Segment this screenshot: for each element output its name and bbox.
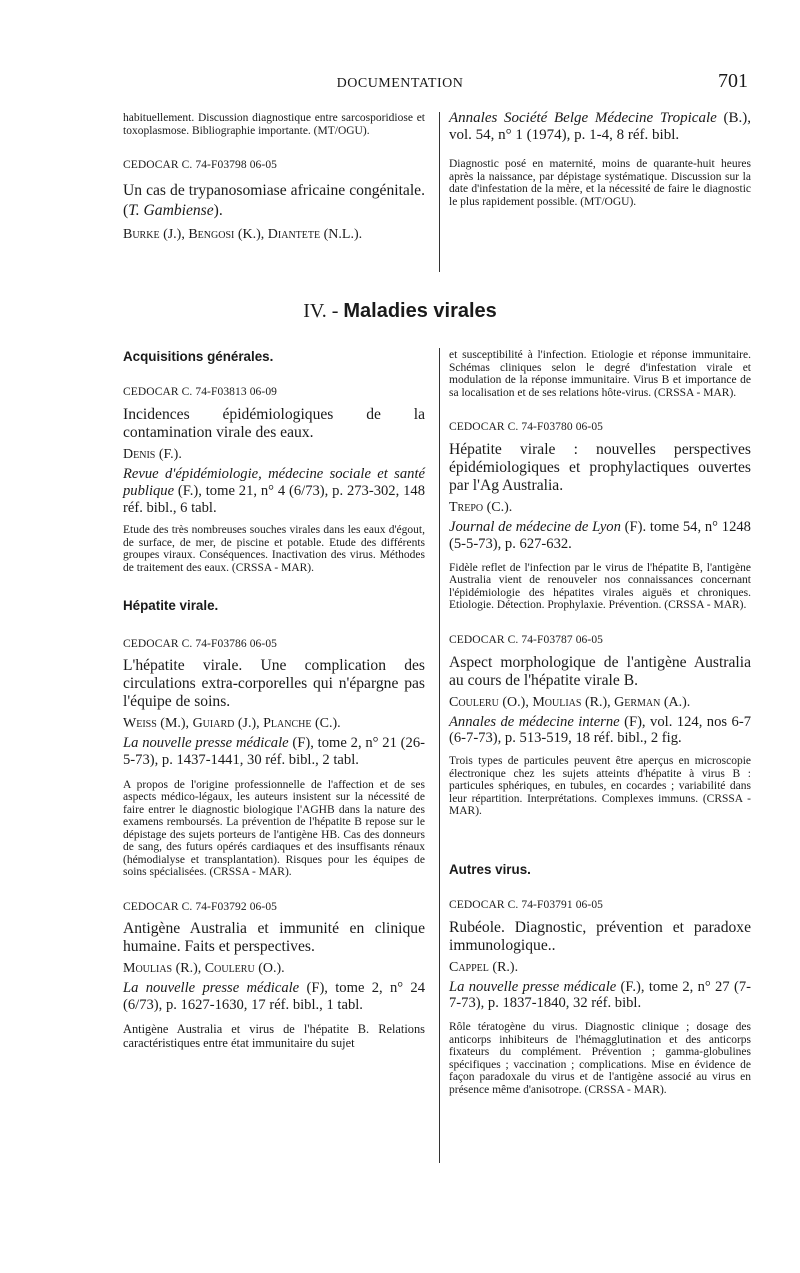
entry-reference: CEDOCAR C. 74-F03798 06-05 [123,159,278,172]
entry-title: Antigène Australia et immunité en clinique humaine. Faits et perspectives. [123,919,425,955]
entry-citation: Journal de médecine de Lyon (F). tome 54, n° 1248 (5-5-73), p. 627-632. [449,519,751,552]
entry-abstract: Diagnostic posé en maternité, moins de quarante-huit heures après la naissance, par dépistage systématique. Discussion sur la date d'infestation de la mère, et la nécessité de faire le diagnostic le plus rapidement possible. (MT/OGU). [449,158,751,208]
subsection-heading: Hépatite virale. [123,598,219,614]
right-column [449,349,751,1096]
continued-abstract: habituellement. Discussion diagnostique entre sarcosporidiose et toxoplasmose. Bibliographie importante. (MT/OGU). [123,112,425,137]
section-heading: IV. - Maladies virales [303,300,497,322]
entry-title: L'hépatite virale. Une complication des circulations extra-corporelles qui n'épargne pas l'équipe de soins. [123,657,425,711]
column-rule-main [439,348,440,1163]
entry-title: Un cas de trypanosomiase africaine congénitale. (T. Gambiense). [123,182,425,220]
entry-abstract: Antigène Australia et virus de l'hépatite B. Relations caractéristiques entre état immunitaire du sujet [123,1021,425,1050]
entry-citation: Annales de médecine interne (F), vol. 124, nos 6-7 (6-7-73), p. 513-519, 18 réf. bibl., 2 fig. [449,713,751,747]
top-left-column [123,112,425,243]
entry-citation: La nouvelle presse médicale (F.), tome 2, n° 27 (7-7-73), p. 1837-1840, 32 réf. bibl. [449,978,751,1012]
left-column [123,349,425,1050]
entry-abstract: Fidèle reflet de l'infection par le virus de l'hépatite B, l'antigène Australia vient de renouveler nos connaissances concernant l'épidémiologie des hépatites virales aiguës et chroniques. Etiologie. Détection. Prophylaxie. Prévention. (CRSSA - MAR). [449,561,751,612]
entry-reference: CEDOCAR C. 74-F03780 06-05 [449,421,604,433]
entry-citation: Annales Société Belge Médecine Tropicale (B.), vol. 54, n° 1 (1974), p. 1-4, 8 réf. bibl. [449,110,751,143]
subsection-heading: Acquisitions générales. [123,349,274,364]
entry-citation: Revue d'épidémiologie, médecine sociale et santé publique (F.), tome 21, n° 4 (6/73), p. 273-302, 148 réf. bibl., 6 tabl. [123,466,425,516]
entry-authors: Trepo (C.). [449,500,513,515]
entry-authors: Moulias (R.), Couleru (O.). [123,960,285,976]
page-number: 701 [718,70,748,92]
entry-reference: CEDOCAR C. 74-F03786 06-05 [123,638,278,651]
entry-title: Incidences épidémiologiques de la contamination virale des eaux. [123,406,425,441]
entry-authors: Burke (J.), Bengosi (K.), Diantete (N.L.). [123,227,363,243]
species-name: T. Gambiense [128,202,214,220]
continued-abstract: et susceptibilité à l'infection. Etiologie et réponse immunitaire. Schémas cliniques selon le degré d'infestation virale et modulation de la réponse immunitaire. Virus B et importance de sa localisation et de ses relations hôte-virus. (CRSSA - MAR). [449,349,751,399]
entry-authors: Weiss (M.), Guiard (J.), Planche (C.). [123,716,341,732]
subsection-heading: Autres virus. [449,861,531,877]
entry-reference: CEDOCAR C. 74-F03791 06-05 [449,898,604,911]
entry-authors: Denis (F.). [123,447,182,462]
entry-title: Rubéole. Diagnostic, prévention et paradoxe immunologique.. [449,918,751,954]
entry-citation: La nouvelle presse médicale (F), tome 2, n° 24 (6/73), p. 1627-1630, 17 réf. bibl., 1 tabl. [123,979,425,1013]
entry-title: Hépatite virale : nouvelles perspectives épidémiologiques et prophylactiques ouvertes par l'Ag Australia. [449,441,751,494]
entry-authors: Couleru (O.), Moulias (R.), German (A.). [449,694,691,710]
entry-authors: Cappel (R.). [449,959,519,975]
entry-citation: La nouvelle presse médicale (F), tome 2, n° 21 (26-5-73), p. 1437-1441, 30 réf. bibl., 2 tabl. [123,735,425,769]
entry-abstract: Etude des très nombreuses souches virales dans les eaux d'égout, de surface, de mer, de piscine et potable. Etude des différents groupes viraux. Conséquences. Inactivation des virus. Méthodes de traitement des eaux. (CRSSA - MAR). [123,524,425,574]
entry-abstract: Rôle tératogène du virus. Diagnostic clinique ; dosage des anticorps inhibiteurs de l'hémagglutination et des anticorps fixateurs du complément. Prévention ; gamma-globulines spécifiques ; vaccination ; complications. Mise en évidence de façon paradoxale du virus et de l'antigène associé au virus en présence même d'anisotrope. (CRSSA - MAR). [449,1021,751,1096]
entry-title: Aspect morphologique de l'antigène Australia au cours de l'hépatite virale B. [449,653,751,689]
top-right-column [449,110,751,208]
column-rule-top [439,112,440,272]
entry-reference: CEDOCAR C. 74-F03813 06-09 [123,386,278,398]
entry-reference: CEDOCAR C. 74-F03792 06-05 [123,900,278,913]
entry-abstract: Trois types de particules peuvent être aperçus en microscopie électronique chez les sujets atteints d'hépatite à virus B : particules sphériques, en tubules, en cocardes ; variabilité dans leur répartition. Interprétations. Complexes immuns. (CRSSA - MAR). [449,755,751,818]
running-title: DOCUMENTATION [336,76,464,91]
entry-abstract: A propos de l'origine professionnelle de l'affection et de ses aspects médico-légaux, les auteurs insistent sur la nécessité de faire entrer le diagnostic biologique l'AGHB dans la nature des examens remboursés. La prévention de l'hépatite B repose sur le dépistage des sujets porteurs de l'antigène HB. Cas des donneurs de sang, des futurs opérés cardiaques et des insuffisants rénaux (hémodialyse et transplantation). Risques pour les équipes de soins spécialisées. (CRSSA - MAR). [123,778,425,879]
entry-reference: CEDOCAR C. 74-F03787 06-05 [449,633,604,646]
